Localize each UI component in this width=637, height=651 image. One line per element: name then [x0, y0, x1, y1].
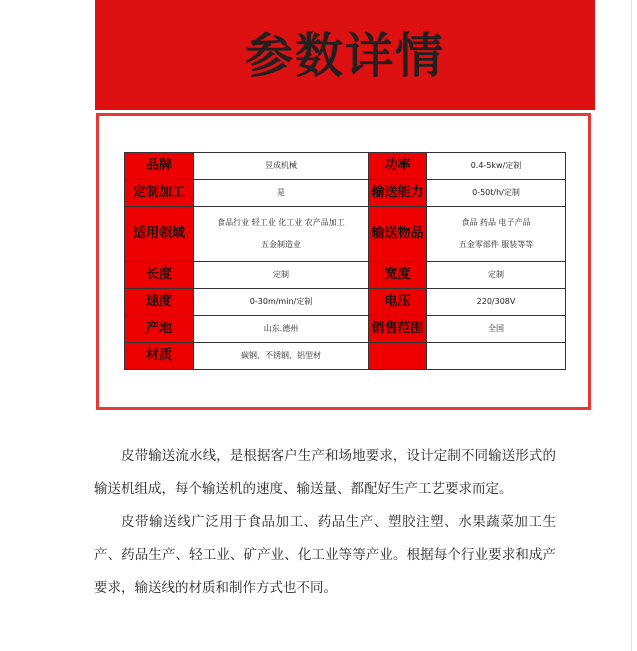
- label-customization: 定制加工: [125, 180, 194, 207]
- spec-table: [124, 152, 566, 370]
- label-voltage: 电压: [369, 289, 427, 316]
- value-sales-area: 全国: [427, 316, 566, 343]
- label-conveyed-items: 输送物品: [369, 207, 427, 262]
- value-customization: 是: [194, 180, 369, 207]
- label-power: 功率: [369, 153, 427, 180]
- title-banner: [95, 0, 595, 110]
- table-row: [125, 316, 566, 343]
- value-conveyed-items: [427, 207, 566, 262]
- value-voltage: 220/308V: [427, 289, 566, 316]
- label-sales-area: 销售范围: [369, 316, 427, 343]
- value-applications-line2: 五金制造业: [261, 240, 301, 249]
- value-applications-line1: 食品行业 轻工业 化工业 农产品加工: [217, 218, 345, 228]
- value-width: 定制: [427, 262, 566, 289]
- paragraph-1: 皮带输送流水线，是根据客户生产和场地要求，设计定制不同输送形式的输送机组成，每个输送机的速度、输送量、都配好生产工艺要求而定。: [94, 448, 556, 497]
- table-row: [125, 153, 566, 180]
- banner-title: 参数详情: [244, 27, 445, 84]
- label-capacity: 输送能力: [369, 180, 427, 207]
- label-origin: 产地: [125, 316, 194, 343]
- page-edge-divider: [631, 0, 632, 651]
- empty-label-cell: [369, 343, 427, 370]
- label-width: 宽度: [369, 262, 427, 289]
- value-material: 碳钢、不锈钢、铝型材: [194, 343, 369, 370]
- table-row: [125, 207, 566, 262]
- label-applications: 适用领域: [125, 207, 194, 262]
- label-material: 材质: [125, 343, 194, 370]
- description-text: [94, 440, 556, 605]
- label-length: 长度: [125, 262, 194, 289]
- empty-value-cell: [427, 343, 566, 370]
- value-brand: 昱成机械: [194, 153, 369, 180]
- paragraph-2: 皮带输送线广泛用于食品加工、药品生产、塑胶注塑、水果蔬菜加工生产、药品生产、轻工业、矿产业、化工业等等产业。根据每个行业要求和成产要求，输送线的材质和制作方式也不同。: [94, 514, 556, 596]
- value-power: 0.4-5kw/定制: [427, 153, 566, 180]
- table-row: [125, 343, 566, 370]
- value-conveyed-items-line1: 食品 药品 电子产品: [461, 218, 531, 228]
- table-row: [125, 180, 566, 207]
- label-brand: 品牌: [125, 153, 194, 180]
- value-conveyed-items-line2: 五金零部件 服装等等: [458, 240, 534, 249]
- value-origin: 山东.德州: [194, 316, 369, 343]
- value-applications: [194, 207, 369, 262]
- table-row: [125, 289, 566, 316]
- value-capacity: 0-50t/h/定制: [427, 180, 566, 207]
- label-speed: 速度: [125, 289, 194, 316]
- value-length: 定制: [194, 262, 369, 289]
- table-row: [125, 262, 566, 289]
- value-speed: 0-30m/min/定制: [194, 289, 369, 316]
